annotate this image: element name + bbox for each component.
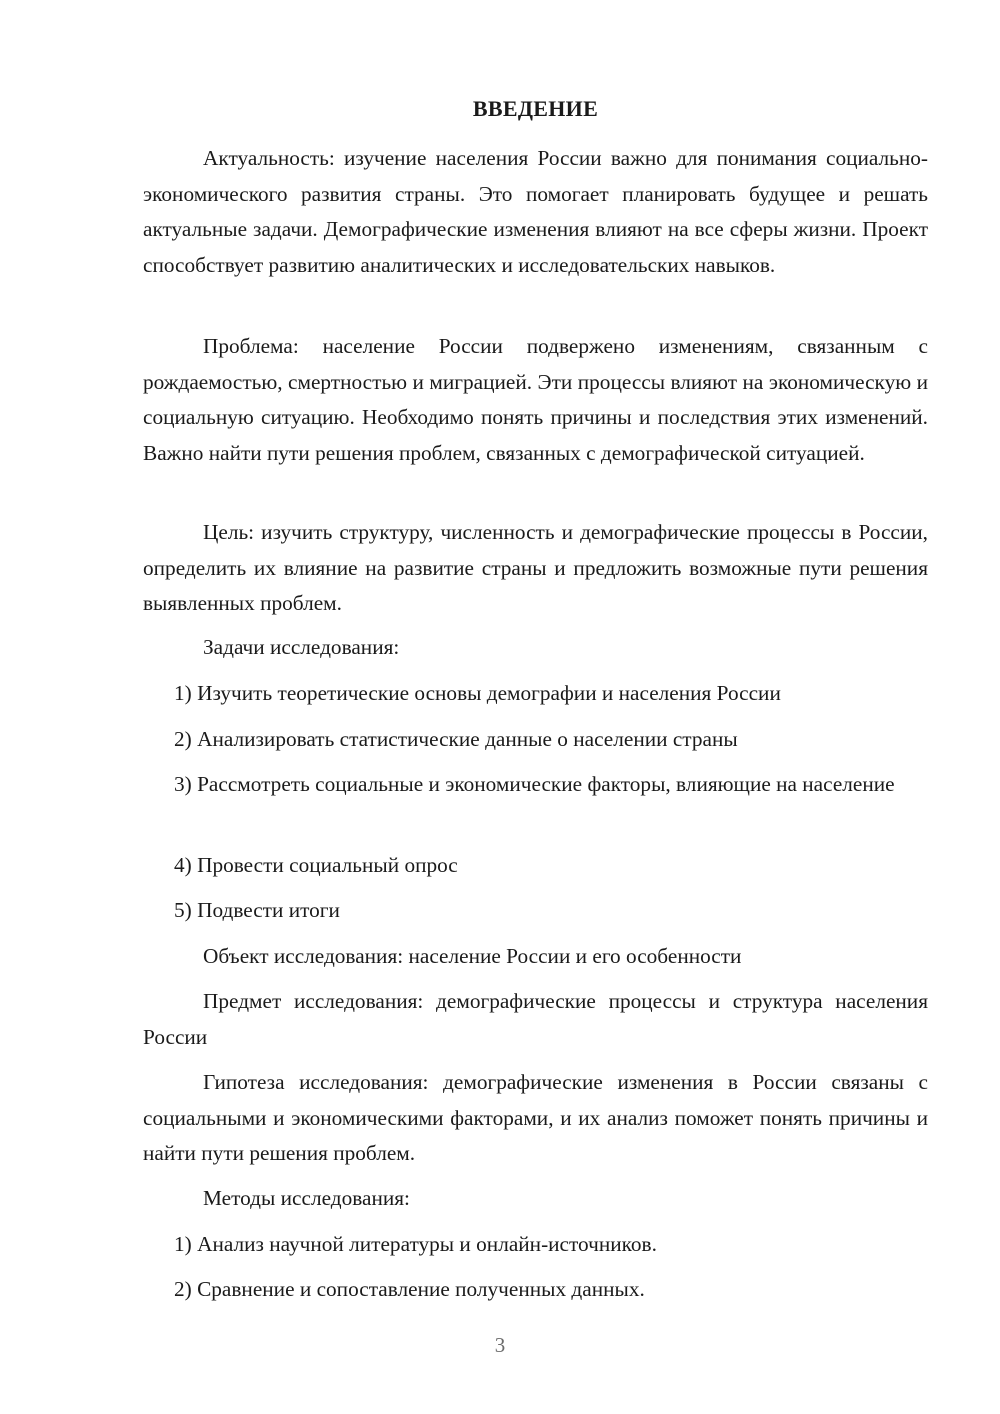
section-heading: ВВЕДЕНИЕ — [472, 96, 599, 121]
task-item-4: 4) Провести социальный опрос — [174, 853, 458, 877]
subject-paragraph: Предмет исследования: демографические процессы и структура населения России — [143, 989, 928, 1049]
task-item-3: 3) Рассмотреть социальные и экономические факторы, влияющие на население — [174, 772, 895, 796]
problem-paragraph: Проблема: население России подвержено изменениям, связанным с рождаемостью, смертностью и миграцией. Эти процессы влияют на экономическую и социальную ситуацию. Необходимо понять причины и последствия этих изменений. Важно найти пути решения проблем, связанных с демографической ситуацией. — [143, 334, 928, 465]
method-item-1: 1) Анализ научной литературы и онлайн-источников. — [174, 1232, 657, 1256]
task-item-1: 1) Изучить теоретические основы демографии и населения России — [174, 681, 781, 705]
relevance-paragraph: Актуальность: изучение населения России важно для понимания социально-экономического развития страны. Это помогает планировать будущее и решать актуальные задачи. Демографические изменения влияют на все сферы жизни. Проект способствует развитию аналитических и исследовательских навыков. — [143, 146, 928, 277]
page-number: 3 — [494, 1333, 506, 1357]
task-item-5: 5) Подвести итоги — [174, 898, 340, 922]
hypothesis-paragraph: Гипотеза исследования: демографические изменения в России связаны с социальными и экономическими факторами, и их анализ поможет понять причины и найти пути решения проблем. — [143, 1070, 928, 1165]
goal-paragraph: Цель: изучить структуру, численность и демографические процессы в России, определить их влияние на развитие страны и предложить возможные пути решения выявленных проблем. — [143, 520, 928, 615]
method-item-2: 2) Сравнение и сопоставление полученных данных. — [174, 1277, 645, 1301]
object-paragraph: Объект исследования: население России и его особенности — [203, 944, 742, 968]
tasks-heading: Задачи исследования: — [203, 635, 400, 659]
methods-heading: Методы исследования: — [203, 1186, 410, 1210]
task-item-2: 2) Анализировать статистические данные о населении страны — [174, 727, 738, 751]
